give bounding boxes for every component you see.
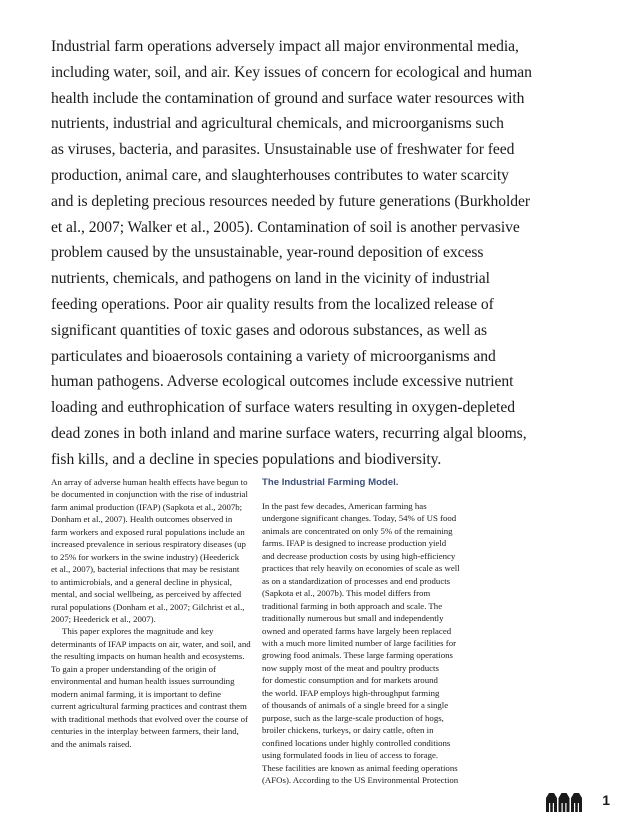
intro-line: nutrients, industrial and agricultural chemicals, and microorganisms such: [51, 115, 504, 133]
right-column-line: growing food animals. These large farming operations: [262, 650, 453, 661]
intro-line: production, animal care, and slaughterhouses contributes to water scarcity: [51, 166, 509, 184]
right-column-line: as on a standardization of processes and end products: [262, 575, 451, 586]
right-column-line: with a much more limited number of large facilities for: [262, 637, 457, 648]
intro-line: health include the contamination of ground and surface water resources with: [51, 89, 525, 107]
left-column-line: modern animal farming, it is important to define: [51, 688, 222, 699]
intro-line: as viruses, bacteria, and parasites. Unsustainable use of freshwater for feed: [51, 141, 515, 159]
left-column: [51, 476, 281, 750]
right-column-line: owned and operated farms have largely been replaced: [262, 625, 452, 636]
right-column-line: broiler chickens, turkeys, or dairy cattle, often in: [262, 725, 434, 736]
left-column-line: be documented in conjunction with the rise of industrial: [51, 489, 248, 500]
intro-line: Industrial farm operations adversely impact all major environmental media,: [51, 38, 519, 55]
left-column-line: This paper explores the magnitude and key: [62, 626, 214, 637]
right-column-line: purpose, such as the large-scale production of hogs,: [262, 712, 444, 723]
left-column-line: environmental and human health issues surrounding: [51, 676, 235, 687]
intro-line: et al., 2007; Walker et al., 2005). Contamination of soil is another pervasive: [51, 218, 520, 236]
intro-line: human pathogens. Adverse ecological outcomes include excessive nutrient: [51, 373, 514, 391]
left-column-line: to antimicrobials, and a general decline in physical,: [51, 576, 233, 587]
left-column-line: and the animals raised.: [51, 738, 132, 749]
left-column-line: mental, and social wellbeing, as perceived by affected: [51, 589, 242, 600]
barn-silhouettes-icon: [546, 790, 582, 812]
intro-line: loading and euthrophication of surface waters resulting in oxygen-depleted: [51, 399, 515, 417]
right-column-line: now supply most of the meat and poultry products: [262, 662, 439, 673]
left-column-line: 2007; Heederick et al., 2007).: [51, 613, 156, 624]
intro-line: problem caused by the unsustainable, year-round deposition of excess: [51, 244, 484, 262]
left-column-line: rural populations (Donham et al., 2007; Gilchrist et al.,: [51, 601, 245, 612]
right-column-line: (Sapkota et al., 2007b). This model differs from: [262, 588, 431, 599]
left-column-line: to 25% for workers in the swine industry) (Heederick: [51, 551, 240, 562]
intro-line: and is depleting precious resources needed by future generations (Burkholder: [51, 192, 531, 210]
right-column-line: practices that rely heavily on economies of scale as well: [262, 563, 460, 574]
right-column-line: animals are concentrated on only 5% of the remaining: [262, 525, 453, 536]
right-column-line: traditionally numerous but small and independently: [262, 613, 444, 624]
right-column-line: confined locations under highly controlled conditions: [262, 737, 451, 748]
left-column-line: farm animal production (IFAP) (Sapkota et al., 2007b;: [51, 501, 243, 512]
intro-line: fish kills, and a decline in species populations and biodiversity.: [51, 450, 442, 468]
left-column-line: increased prevalence in serious respiratory diseases (up: [51, 539, 246, 550]
left-column-line: To gain a proper understanding of the origin of: [51, 663, 217, 674]
intro-paragraph: [51, 34, 532, 473]
page-number: 1: [602, 792, 610, 808]
right-column-line: farms. IFAP is designed to increase production yield: [262, 538, 447, 549]
intro-line: dead zones in both inland and marine surface waters, recurring algal blooms,: [51, 424, 527, 442]
left-column-line: with traditional methods that evolved over the course of: [51, 713, 248, 724]
intro-line: nutrients, chemicals, and pathogens on land in the vicinity of industrial: [51, 270, 490, 288]
left-column-line: An array of adverse human health effects have begun to: [51, 477, 248, 487]
right-column: [262, 476, 472, 786]
left-column-line: determinants of IFAP impacts on air, water, and soil, and: [51, 638, 251, 649]
right-column-line: the world. IFAP employs high-throughput farming: [262, 687, 440, 698]
intro-line: particulates and bioaerosols containing a variety of microorganisms and: [51, 347, 496, 365]
section-heading: The Industrial Farming Model.: [262, 477, 399, 488]
right-column-line: and decrease production costs by using high-efficiency: [262, 550, 456, 561]
left-column-line: the resulting impacts on human health and ecosystems.: [51, 651, 245, 662]
left-column-line: centuries in the interplay between farmers, their land,: [51, 726, 239, 737]
left-column-line: et al., 2007), bacterial infections that may be resistant: [51, 564, 240, 575]
right-column-line: of thousands of animals of a single breed for a single: [262, 700, 449, 711]
right-column-line: traditional farming in both approach and scale. The: [262, 600, 443, 611]
right-column-line: undergone significant changes. Today, 54% of US food: [262, 513, 457, 524]
intro-line: feeding operations. Poor air quality results from the localized release of: [51, 295, 494, 313]
right-column-line: (AFOs). According to the US Environmental Protection: [262, 774, 459, 785]
left-column-line: current agricultural farming practices and contrast them: [51, 701, 247, 712]
left-column-line: farm workers and exposed rural populations include an: [51, 526, 245, 537]
right-column-line: for domestic consumption and for markets around: [262, 675, 438, 686]
right-column-line: These facilities are known as animal feeding operations: [262, 762, 458, 773]
left-column-line: Donham et al., 2007). Health outcomes observed in: [51, 514, 233, 525]
intro-line: significant quantities of toxic gases and odorous substances, as well as: [51, 321, 487, 339]
right-column-line: using formulated foods in lieu of access to forage.: [262, 750, 439, 761]
intro-line: including water, soil, and air. Key issues of concern for ecological and human: [51, 63, 532, 81]
right-column-line: In the past few decades, American farming has: [262, 501, 427, 511]
